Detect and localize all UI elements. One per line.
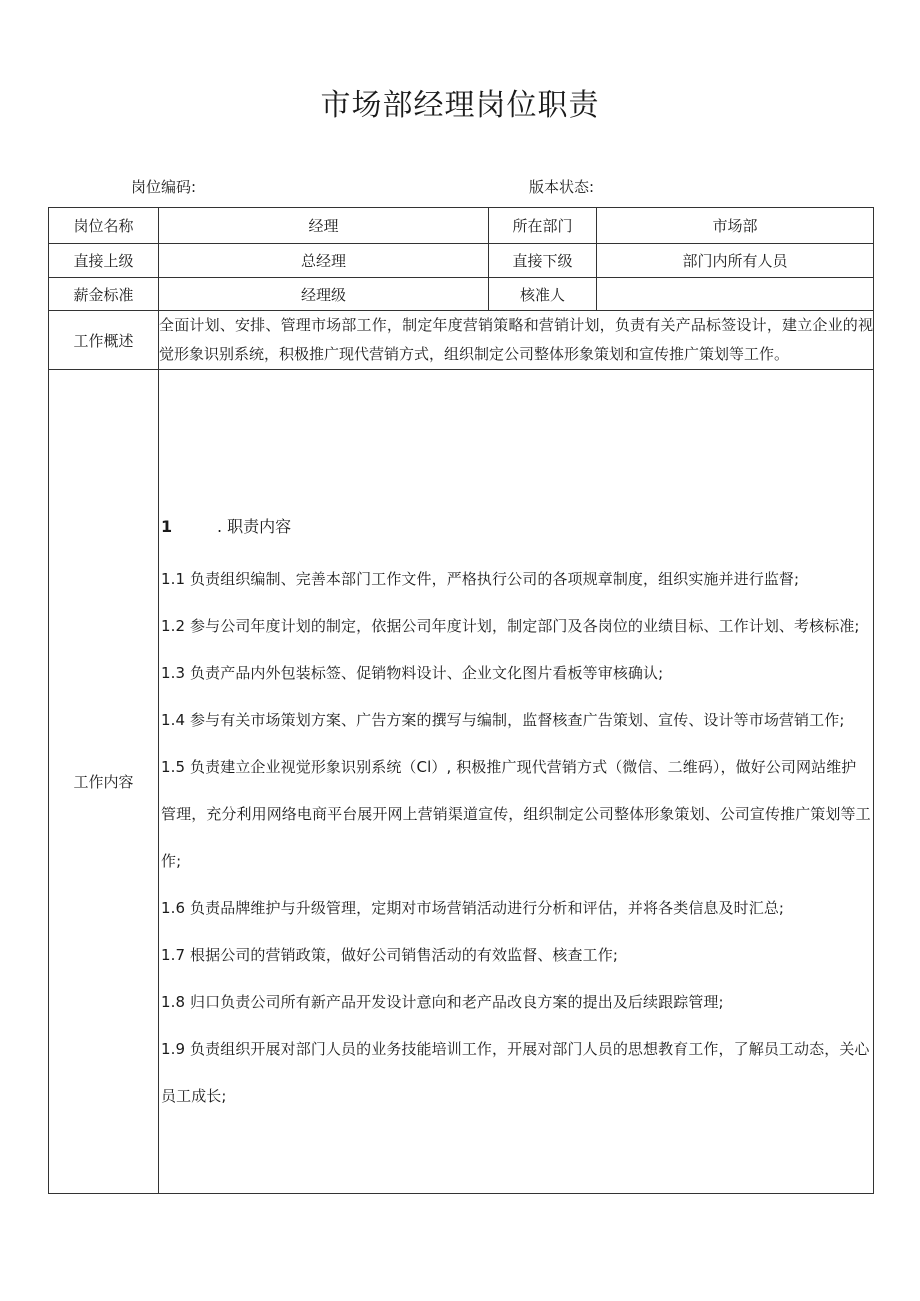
duty-item: 1.3 负责产品内外包装标签、促销物料设计、企业文化图片看板等审核确认; [161,663,664,682]
superior-value: 总经理 [159,244,489,278]
job-description-table [48,207,874,1194]
summary-label: 工作概述 [49,311,159,370]
duty-item: 1.6 负责品牌维护与升级管理，定期对市场营销活动进行分析和评估，并将各类信息及时汇总; [161,898,785,917]
document-title: 市场部经理岗位职责 [320,88,600,123]
duty-item: 1.2 参与公司年度计划的制定，依据公司年度计划，制定部门及各岗位的业绩目标、工作计划、考核标准; [161,616,860,635]
duty-item: 1.7 根据公司的营销政策，做好公司销售活动的有效监督、核查工作; [161,945,618,964]
duty-item: 1.5 负责建立企业视觉形象识别系统（Cl）, 积极推广现代营销方式（微信、二维码），做好公司网站维护管理，充分利用网络电商平台展开网上营销渠道宣传，组织制定公司整体形象策划、公司宣传推广策划等工作; [161,757,871,870]
salary-value: 经理级 [159,278,489,311]
version-status-label: 版本状态: [529,178,595,196]
department-value: 市场部 [597,208,874,244]
content-cell [159,370,874,1194]
duty-item: 1.8 归口负责公司所有新产品开发设计意向和老产品改良方案的提出及后续跟踪管理; [161,992,724,1011]
section-heading-text: . 职责内容 [217,516,292,536]
content-label: 工作内容 [49,370,159,1194]
salary-label: 薪金标准 [49,278,159,311]
subordinate-label: 直接下级 [489,244,597,278]
position-name-value: 经理 [159,208,489,244]
department-label: 所在部门 [489,208,597,244]
position-name-label: 岗位名称 [49,208,159,244]
section-heading [161,516,871,538]
approver-value [597,278,874,311]
subordinate-value: 部门内所有人员 [597,244,874,278]
duty-item: 1.1 负责组织编制、完善本部门工作文件，严格执行公司的各项规章制度，组织实施并进行监督; [161,569,800,588]
section-heading-number: 1 [161,516,173,536]
duty-item: 1.4 参与有关市场策划方案、广告方案的撰写与编制，监督核查广告策划、宣传、设计等市场营销工作; [161,710,845,729]
position-code-label: 岗位编码: [131,178,197,196]
superior-label: 直接上级 [49,244,159,278]
duty-item: 1.9 负责组织开展对部门人员的业务技能培训工作，开展对部门人员的思想教育工作，了解员工动态，关心员工成长; [161,1039,870,1105]
summary-text: 全面计划、安排、管理市场部工作，制定年度营销策略和营销计划，负责有关产品标签设计，建立企业的视觉形象识别系统，积极推广现代营销方式，组织制定公司整体形象策划和宣传推广策划等工作。 [159,311,874,370]
approver-label: 核准人 [489,278,597,311]
